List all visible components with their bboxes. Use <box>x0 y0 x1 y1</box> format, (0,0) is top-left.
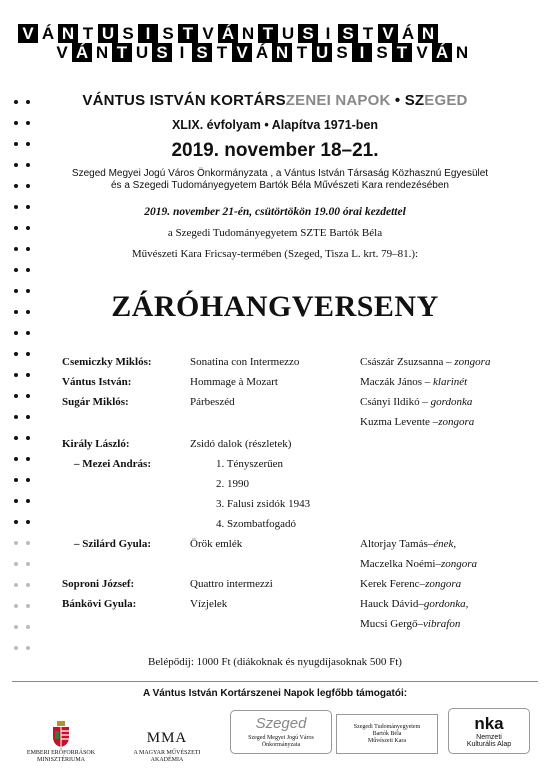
banner-letter: Á <box>218 24 238 43</box>
banner-letter: Á <box>72 43 92 62</box>
dot <box>14 499 18 503</box>
performer-instrument: zongora <box>425 578 462 590</box>
banner-letter: N <box>452 43 472 62</box>
dot <box>26 478 30 482</box>
dot <box>14 583 18 587</box>
dot <box>26 184 30 188</box>
concert-title: ZÁRÓHANGVERSENY <box>111 290 439 323</box>
banner-letter: T <box>212 43 232 62</box>
title-sep: • <box>390 92 405 109</box>
banner-letter: Á <box>252 43 272 62</box>
banner-letter: U <box>132 43 152 62</box>
performer-name: Maczelka Noémi– <box>360 558 441 570</box>
banner-letter: U <box>98 24 118 43</box>
performer-instrument: gordonka, <box>423 598 469 610</box>
program-composer: Csemiczky Miklós: <box>62 356 152 368</box>
banner-letter: I <box>352 43 372 62</box>
program-piece: 2. 1990 <box>216 478 249 490</box>
dot <box>26 373 30 377</box>
banner-letter: S <box>332 43 352 62</box>
sponsor-nka <box>448 708 530 754</box>
program-performer <box>360 414 550 430</box>
program-performer <box>360 354 550 370</box>
performer-name: Kerek Ferenc– <box>360 578 426 590</box>
banner-letter: T <box>358 24 378 43</box>
dot <box>26 541 30 545</box>
sponsor-nka-line1: Nemzeti <box>476 733 502 741</box>
venue-line-1: a Szegedi Tudományegyetem SZTE Bartók Béla <box>167 227 383 239</box>
dot <box>14 163 18 167</box>
dot <box>14 541 18 545</box>
sponsor-szeged-line1: Szeged Megyei Jogú Város <box>248 734 314 741</box>
banner-letter: N <box>272 43 292 62</box>
nka-logo-mark: nka <box>474 713 504 733</box>
title-city: SZ <box>404 92 425 109</box>
venue-line-2: Művészeti Kara Fricsay-termében (Szeged, Tisza L. krt. 79–81.): <box>131 248 419 260</box>
dot <box>26 562 30 566</box>
program-piece: Hommage à Mozart <box>190 376 278 388</box>
sponsor-ministry <box>20 706 102 764</box>
sponsor-szte-line3: Művészeti Kara <box>367 737 407 744</box>
program-composer: Vántus István: <box>62 376 132 388</box>
banner-letter: N <box>58 24 78 43</box>
dot <box>26 457 30 461</box>
banner-letter: Á <box>432 43 452 62</box>
program-composer: – Szilárd Gyula: <box>74 538 152 550</box>
sponsor-szte <box>336 714 438 754</box>
ticket-price: Belépődíj: 1000 Ft (diákoknak és nyugdíjasoknak 500 Ft) <box>148 656 402 668</box>
program-performer <box>360 556 550 572</box>
dot <box>14 352 18 356</box>
sponsor-mma <box>112 706 222 764</box>
sponsor-mma-line1: A MAGYAR MŰVÉSZETI <box>133 750 201 756</box>
dot <box>14 478 18 482</box>
dot <box>26 268 30 272</box>
banner-letter: S <box>192 43 212 62</box>
banner-letter: I <box>138 24 158 43</box>
banner-letter: Á <box>398 24 418 43</box>
program-piece: Vízjelek <box>190 598 228 610</box>
performer-instrument: vibrafon <box>423 618 461 630</box>
organizers-line-2: és a Szegedi Tudományegyetem Bartók Béla Művészeti Kara rendezésében <box>111 180 449 191</box>
banner-letter: N <box>92 43 112 62</box>
performer-name: Altorjay Tamás– <box>360 538 434 550</box>
organizers-line-1: Szeged Megyei Jogú Város Önkormányzata , a Vántus István Társaság Közhasznú Egyesület <box>71 168 489 179</box>
banner-letter: V <box>412 43 432 62</box>
program-performer <box>360 576 550 592</box>
banner-letter: N <box>418 24 438 43</box>
dot <box>26 163 30 167</box>
festival-dates: 2019. november 18–21. <box>171 140 379 161</box>
banner-letter: V <box>232 43 252 62</box>
performer-instrument: zongora <box>438 416 475 428</box>
banner-letter: V <box>18 24 38 43</box>
title-city-gray: EGED <box>424 92 468 109</box>
dot <box>14 268 18 272</box>
banner-letter: S <box>158 24 178 43</box>
banner-letter: I <box>318 24 338 43</box>
program-piece: Örök emlék <box>190 538 243 550</box>
banner-letter: S <box>338 24 358 43</box>
dot <box>14 520 18 524</box>
program-composer: Sugár Miklós: <box>62 396 129 408</box>
dot <box>14 184 18 188</box>
performer-instrument: zongora <box>454 356 491 368</box>
performer-instrument: zongora <box>440 558 477 570</box>
program-piece: Párbeszéd <box>190 396 235 408</box>
dot <box>26 625 30 629</box>
program-piece: 4. Szombatfogadó <box>216 518 297 530</box>
sponsor-ministry-line1: EMBERI ERŐFORRÁSOK <box>26 750 96 756</box>
banner-letter: T <box>178 24 198 43</box>
banner-letter: T <box>78 24 98 43</box>
dot <box>26 394 30 398</box>
sponsor-szte-line2: Bartók Béla <box>372 730 402 737</box>
banner-letter: T <box>392 43 412 62</box>
dot <box>14 373 18 377</box>
program-performer <box>360 374 550 390</box>
dot <box>14 394 18 398</box>
performer-name: Hauck Dávid– <box>360 598 424 610</box>
program-composer: Soproni József: <box>62 578 135 590</box>
performer-name: Maczák János – <box>360 376 434 388</box>
program-performer <box>360 596 550 612</box>
banner-letter: S <box>118 24 138 43</box>
program-performer <box>360 616 550 632</box>
program-piece: Zsidó dalok (részletek) <box>190 438 292 450</box>
dot <box>26 520 30 524</box>
performer-instrument: gordonka <box>430 396 473 408</box>
mma-logo-mark: MMA <box>146 730 188 746</box>
performer-instrument: ének, <box>433 538 457 550</box>
banner-letter: V <box>198 24 218 43</box>
dot <box>14 331 18 335</box>
sponsor-szte-line1: Szegedi Tudományegyetem <box>353 723 421 730</box>
banner-letter: T <box>112 43 132 62</box>
sponsor-ministry-line2: MINISZTÉRIUMA <box>37 757 85 763</box>
program-piece: 3. Falusi zsidók 1943 <box>216 498 311 510</box>
checker-banner <box>0 0 550 84</box>
sponsor-mma-line2: AKADÉMIA <box>150 757 184 763</box>
szeged-logo-mark: Szeged <box>255 714 307 732</box>
dot <box>26 415 30 419</box>
dot <box>26 352 30 356</box>
title-gray: ZENEI NAPOK <box>285 92 391 109</box>
program-performer <box>360 394 550 410</box>
banner-row-1 <box>18 24 438 43</box>
dot <box>26 331 30 335</box>
program-piece: Quattro intermezzi <box>190 578 273 590</box>
sponsor-szeged-line2: Önkormányzata <box>261 741 301 748</box>
edition-line: XLIX. évfolyam • Alapítva 1971-ben <box>171 118 379 132</box>
banner-letter: U <box>278 24 298 43</box>
banner-letter: S <box>372 43 392 62</box>
sponsor-nka-line2: Kulturális Alap <box>466 740 512 748</box>
performer-instrument: klarinét <box>433 376 468 388</box>
dot <box>14 436 18 440</box>
banner-row-2 <box>52 43 472 62</box>
program-composer: Bánkövi Gyula: <box>62 598 137 610</box>
dot <box>14 625 18 629</box>
banner-letter: T <box>258 24 278 43</box>
banner-letter: V <box>52 43 72 62</box>
program-composer: Király László: <box>62 438 130 450</box>
performer-name: Császár Zsuzsanna – <box>360 356 455 368</box>
program-piece: 1. Tényszerűen <box>216 458 283 470</box>
banner-letter: S <box>298 24 318 43</box>
banner-letter: N <box>238 24 258 43</box>
dot <box>14 457 18 461</box>
sponsors-title: A Vántus István Kortárszenei Napok legfőbb támogatói: <box>142 688 408 699</box>
performer-name: Csányi Ildikó – <box>360 396 431 408</box>
dot <box>14 646 18 650</box>
program-piece: Sonatina con Intermezzo <box>190 356 300 368</box>
dot <box>14 604 18 608</box>
dot <box>14 415 18 419</box>
dot <box>26 646 30 650</box>
dot <box>26 583 30 587</box>
sponsor-szeged <box>230 710 332 754</box>
performer-name: Mucsi Gergő– <box>360 618 424 630</box>
dot <box>26 499 30 503</box>
banner-letter: Á <box>38 24 58 43</box>
festival-title <box>0 92 550 109</box>
banner-letter: U <box>312 43 332 62</box>
performer-name: Kuzma Levente – <box>360 416 439 428</box>
dot <box>26 604 30 608</box>
divider <box>12 681 538 682</box>
banner-letter: V <box>378 24 398 43</box>
dot <box>26 436 30 440</box>
sponsor-logos <box>0 706 550 766</box>
banner-letter: T <box>292 43 312 62</box>
banner-letter: S <box>152 43 172 62</box>
program-performer <box>360 536 550 552</box>
dot <box>14 562 18 566</box>
organizers <box>40 168 520 192</box>
title-main: VÁNTUS ISTVÁN KORTÁRS <box>82 92 286 109</box>
program-composer: – Mezei András: <box>74 458 151 470</box>
hungarian-coat-of-arms-icon <box>52 721 70 747</box>
concert-time: 2019. november 21-én, csütörtökön 19.00 órai kezdettel <box>144 206 406 218</box>
banner-letter: I <box>172 43 192 62</box>
